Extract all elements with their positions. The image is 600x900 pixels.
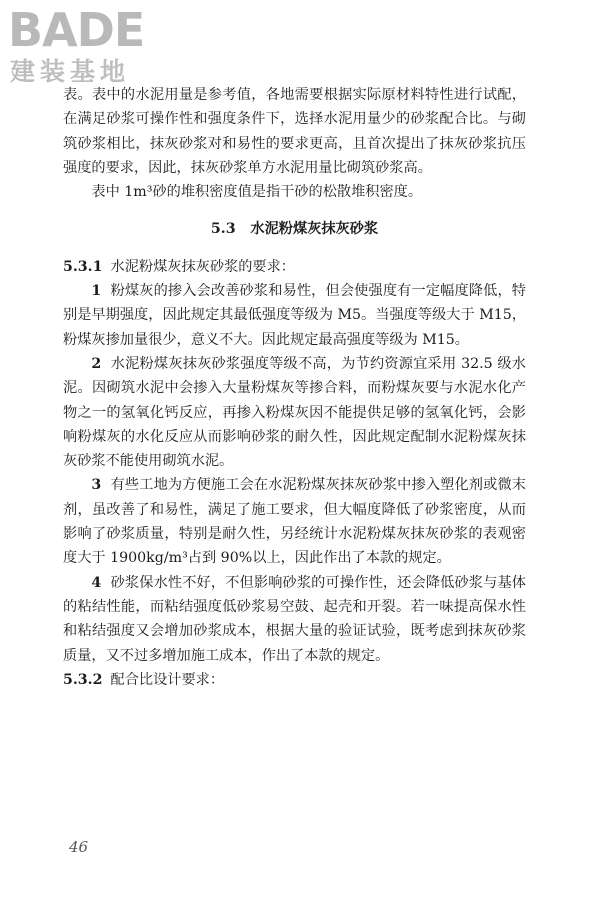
list-item	[63, 571, 526, 668]
item-text: 水泥粉煤灰抹灰砂浆强度等级不高，为节约资源宜采用 32.5 级水泥。因砌筑水泥中会掺入大量粉煤灰等掺合料，而粉煤灰要与水泥水化产物之一的氢氧化钙反应，再掺入粉煤灰因不能提供足够的氢氧化钙，会影响粉煤灰的水化反应从而影响砂浆的耐久性，因此规定配制水泥粉煤灰抹灰砂浆不能使用砌筑水泥。	[63, 355, 526, 470]
item-text: 有些工地为方便施工会在水泥粉煤灰抹灰砂浆中掺入塑化剂或微末剂，虽改善了和易性，满足了施工要求，但大幅度降低了砂浆密度，从而影响了砂浆质量，特别是耐久性，另经统计水泥粉煤灰抹灰砂浆的表观密度大于 1900kg/m³占到 90%以上，因此作出了本款的规定。	[63, 477, 526, 567]
list-item	[63, 279, 526, 352]
logo-subtitle: 建装基地	[10, 57, 131, 86]
page-number: 46	[69, 838, 89, 856]
list-item	[63, 473, 526, 570]
list-item	[63, 352, 526, 473]
document-body	[63, 83, 526, 692]
paragraph: 表中 1m³砂的堆积密度值是指干砂的松散堆积密度。	[91, 184, 423, 201]
clause-number: 5.3.2	[63, 671, 103, 688]
section-title: 水泥粉煤灰抹灰砂浆	[250, 221, 379, 238]
item-text: 粉煤灰的掺入会改善砂浆和易性，但会使强度有一定幅度降低，特别是早期强度，因此规定其最低强度等级为 M5。当强度等级大于 M15，粉煤灰掺加量很少，意义不大。因此规定最高强度等级为 M15。	[63, 283, 526, 348]
clause-5-3-1	[63, 255, 526, 279]
clause-5-3-2	[63, 668, 526, 692]
logo-text: BADE	[8, 3, 145, 57]
clause-text: 配合比设计要求：	[110, 671, 225, 688]
item-number: 3	[91, 477, 102, 494]
section-heading	[63, 217, 526, 241]
item-number: 1	[91, 283, 102, 300]
paragraph: 表。表中的水泥用量是参考值，各地需要根据实际原材料特性进行试配，在满足砂浆可操作性和强度条件下，选择水泥用量少的砂浆配合比。与砌筑砂浆相比，抹灰砂浆对和易性的要求更高，且首次提出了抹灰砂浆抗压强度的要求，因此，抹灰砂浆单方水泥用量比砌筑砂浆高。	[63, 87, 526, 176]
item-number: 4	[91, 574, 102, 591]
clause-text: 水泥粉煤灰抹灰砂浆的要求：	[110, 258, 295, 275]
section-number: 5.3	[210, 221, 236, 238]
item-text: 砂浆保水性不好，不但影响砂浆的可操作性，还会降低砂浆与基体的粘结性能，而粘结强度低砂浆易空鼓、起壳和开裂。若一味提高保水性和粘结强度又会增加砂浆成本，根据大量的验证试验，既考虑到抹灰砂浆质量，又不过多增加施工成本，作出了本款的规定。	[63, 574, 526, 664]
item-number: 2	[91, 355, 102, 372]
clause-number: 5.3.1	[63, 258, 103, 275]
watermark-logo	[8, 2, 178, 90]
